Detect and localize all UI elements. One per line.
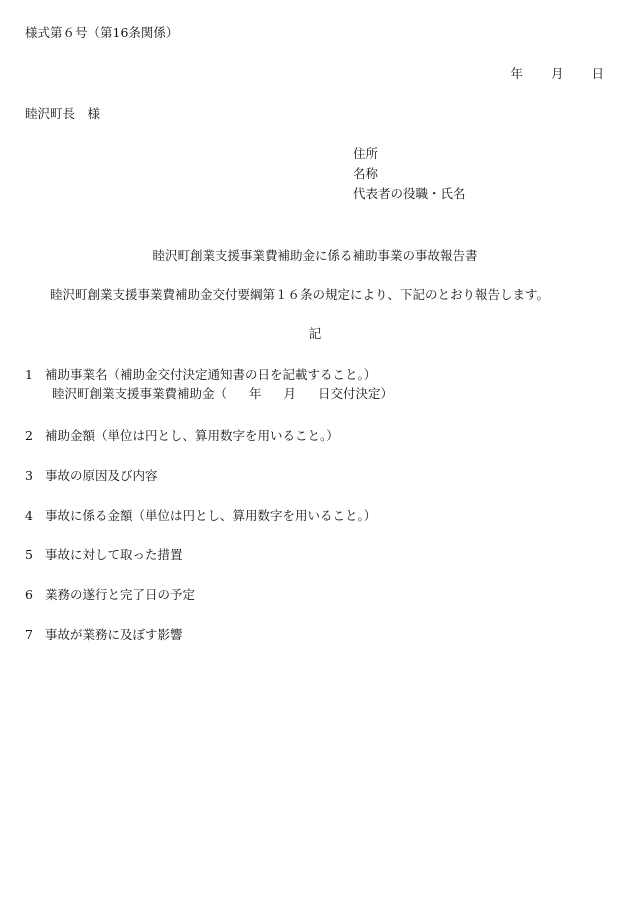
list-item (25, 430, 339, 443)
applicant-block (353, 148, 466, 208)
list-item (25, 369, 376, 382)
item-text: 補助事業名（補助金交付決定通知書の日を記載すること。） (45, 367, 377, 382)
item-text: 業務の遂行と完了日の予定 (45, 587, 196, 602)
item-number: 6 (25, 587, 33, 602)
sub-decision: 日交付決定） (318, 386, 394, 401)
applicant-address-label: 住所 (353, 146, 379, 161)
date-year: 年 (510, 66, 523, 81)
item-number: 4 (25, 508, 33, 523)
document-title: 睦沢町創業支援事業費補助金に係る補助事業の事故報告書 (152, 248, 478, 263)
applicant-representative-label: 代表者の役職・氏名 (353, 186, 466, 201)
date-line (492, 68, 604, 81)
item-number: 1 (25, 367, 33, 382)
item-1-subline (52, 388, 393, 401)
list-item (25, 629, 183, 642)
ki-heading: 記 (308, 326, 322, 341)
intro-text: 睦沢町創業支援事業費補助金交付要綱第１６条の規定により、下記のとおり報告します。 (50, 287, 550, 302)
date-month: 月 (550, 66, 564, 81)
item-number: 3 (25, 468, 33, 483)
date-day: 日 (591, 66, 604, 81)
item-text: 事故に係る金額（単位は円とし、算用数字を用いること。） (45, 508, 377, 523)
form-number: 様式第６号（第16条関係） (25, 25, 179, 40)
item-number: 7 (25, 627, 33, 642)
list-item (25, 470, 158, 483)
list-item (25, 589, 195, 602)
item-text: 補助金額（単位は円とし、算用数字を用いること。） (45, 428, 339, 443)
sub-year: 年 (249, 386, 262, 401)
list-item (25, 549, 183, 562)
item-text: 事故が業務に及ぼす影響 (45, 627, 183, 642)
sub-month: 月 (283, 386, 297, 401)
subsidy-name: 睦沢町創業支援事業費補助金（ (52, 386, 228, 401)
item-number: 5 (25, 547, 33, 562)
item-text: 事故に対して取った措置 (45, 547, 183, 562)
applicant-name-label: 名称 (353, 166, 379, 181)
item-number: 2 (25, 428, 33, 443)
list-item (25, 510, 376, 523)
addressee: 睦沢町長 様 (25, 106, 101, 121)
item-text: 事故の原因及び内容 (45, 468, 158, 483)
